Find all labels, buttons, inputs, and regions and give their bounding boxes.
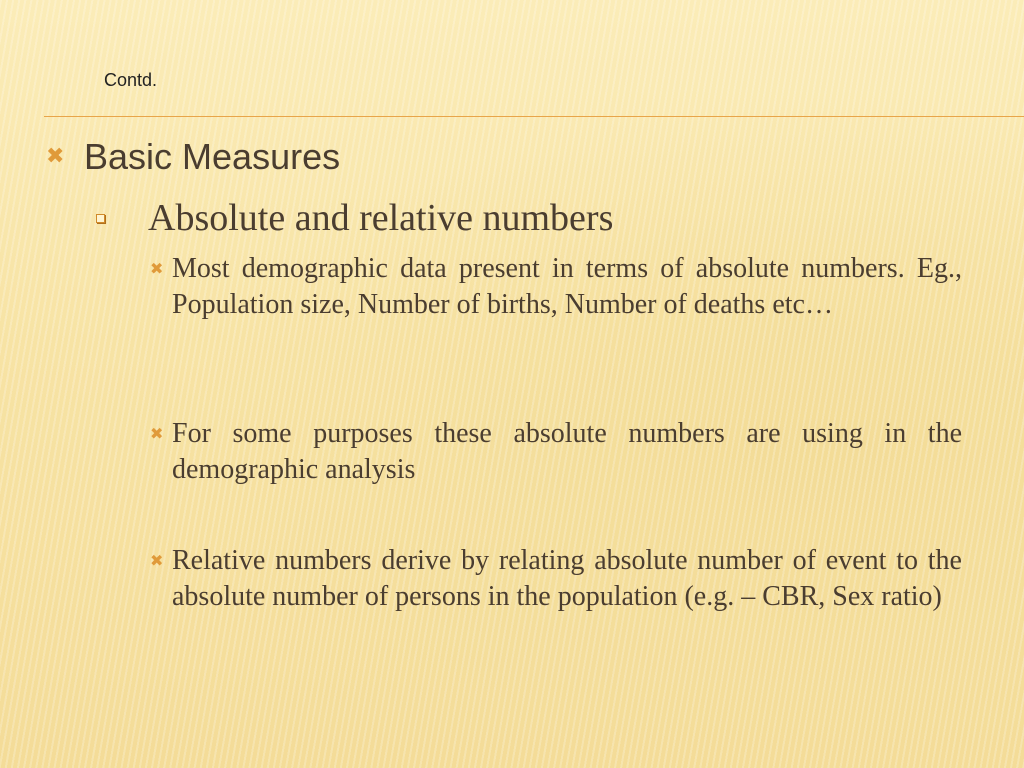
square-bullet-icon [96,214,110,223]
list-item-text: Most demographic data present in terms of absolute numbers. Eg., Population size, Number of births, Number of deaths etc… [172,253,962,320]
subheading-absolute-relative: Absolute and relative numbers [148,197,614,239]
list-item-text: For some purposes these absolute numbers are using in the demographic analysis [172,418,962,485]
x-bullet-icon: ✖ [150,424,164,443]
list-item [150,251,962,323]
list-item [150,543,962,615]
bullet-level1-basic-measures [46,136,340,178]
bullet-level2-absolute-relative [96,196,613,240]
x-bullet-icon: ✖ [150,259,164,278]
slide-header-title: Contd. [104,70,158,90]
header-divider [44,116,1024,117]
x-bullet-icon: ✖ [150,551,164,570]
list-item-text: Relative numbers derive by relating absolute number of event to the absolute number of persons in the population (e.g. – CBR, Sex ratio) [172,545,962,612]
list-item [150,416,962,488]
heading-basic-measures: Basic Measures [84,136,341,177]
x-bullet-icon: ✖ [46,144,65,169]
